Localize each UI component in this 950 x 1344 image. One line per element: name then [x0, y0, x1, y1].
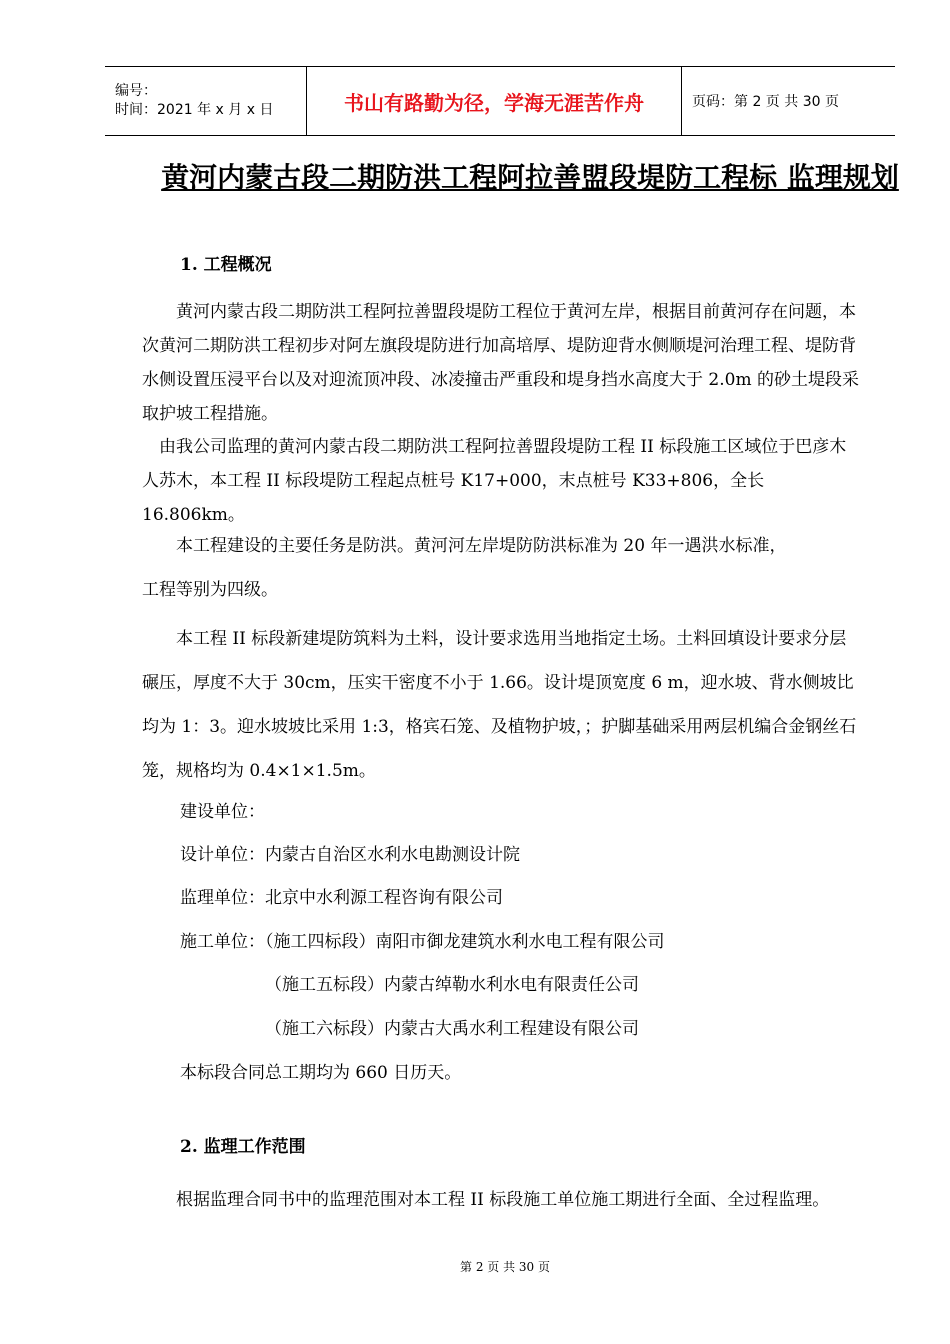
paragraph: 本工程 II 标段新建堤防筑料为土料，设计要求选用当地指定土场。土料回填设计要求分层碾压，厚度不大于 30cm，压实干密度不小于 1.66。设计堤顶宽度 6 m，迎水坡、背水侧坡比均为 1：3。迎水坡坡比采用 1:3，格宾石笼、及植物护坡，；护脚基础采用两层机编合金钢丝石笼，规格均为 0.4×1×1.5m。	[142, 629, 857, 781]
construct-unit-6: （施工六标段）内蒙古大禹水利工程建设有限公司	[265, 1019, 639, 1039]
time-label: 时间：2021 年 x 月 x 日	[115, 102, 274, 118]
page-header	[105, 66, 895, 136]
page-label: 页码：第 2 页 共 30 页	[692, 94, 839, 110]
build-unit: 建设单位：	[180, 802, 265, 822]
page-footer: 第 2 页 共 30 页	[460, 1260, 550, 1274]
motto-text: 书山有路勤为径，学海无涯苦作舟	[344, 90, 644, 115]
header-page	[682, 67, 895, 135]
construct-unit: 施工单位：（施工四标段）南阳市御龙建筑水利水电工程有限公司	[180, 932, 665, 952]
number-label: 编号：	[115, 83, 157, 99]
paragraph: 本工程建设的主要任务是防洪。黄河河左岸堤防防洪标准为 20 年一遇洪水标准，	[176, 536, 787, 556]
section2-heading: 2. 监理工作范围	[180, 1137, 306, 1157]
supervise-unit: 监理单位：北京中水利源工程咨询有限公司	[180, 888, 503, 908]
document-title: 黄河内蒙古段二期防洪工程阿拉善盟段堤防工程标 监理规划	[161, 161, 899, 194]
section1-heading: 1. 工程概况	[180, 255, 272, 275]
design-unit: 设计单位：内蒙古自治区水利水电勘测设计院	[180, 845, 520, 865]
construct-unit-5: （施工五标段）内蒙古绰勒水利水电有限责任公司	[265, 975, 639, 995]
duration: 本标段合同总工期均为 660 日历天。	[180, 1063, 462, 1083]
paragraph: 黄河内蒙古段二期防洪工程阿拉善盟段堤防工程位于黄河左岸，根据目前黄河存在问题，本次黄河二期防洪工程初步对阿左旗段堤防进行加高培厚、堤防迎背水侧顺堤河治理工程、堤防背水侧设置压浸平台以及对迎流顶冲段、冰凌撞击严重段和堤身挡水高度大于 2.0m 的砂土堤段采取护坡工程措施。	[142, 302, 859, 424]
header-motto	[307, 67, 682, 135]
paragraph: 工程等别为四级。	[142, 580, 278, 600]
paragraph: 根据监理合同书中的监理范围对本工程 II 标段施工单位施工期进行全面、全过程监理。	[176, 1190, 830, 1210]
paragraph: 由我公司监理的黄河内蒙古段二期防洪工程阿拉善盟段堤防工程 II 标段施工区域位于巴彦木人苏木，本工程 II 标段堤防工程起点桩号 K17+000，末点桩号 K33+806，全长 16.806km。	[142, 437, 847, 525]
header-meta	[105, 67, 307, 135]
